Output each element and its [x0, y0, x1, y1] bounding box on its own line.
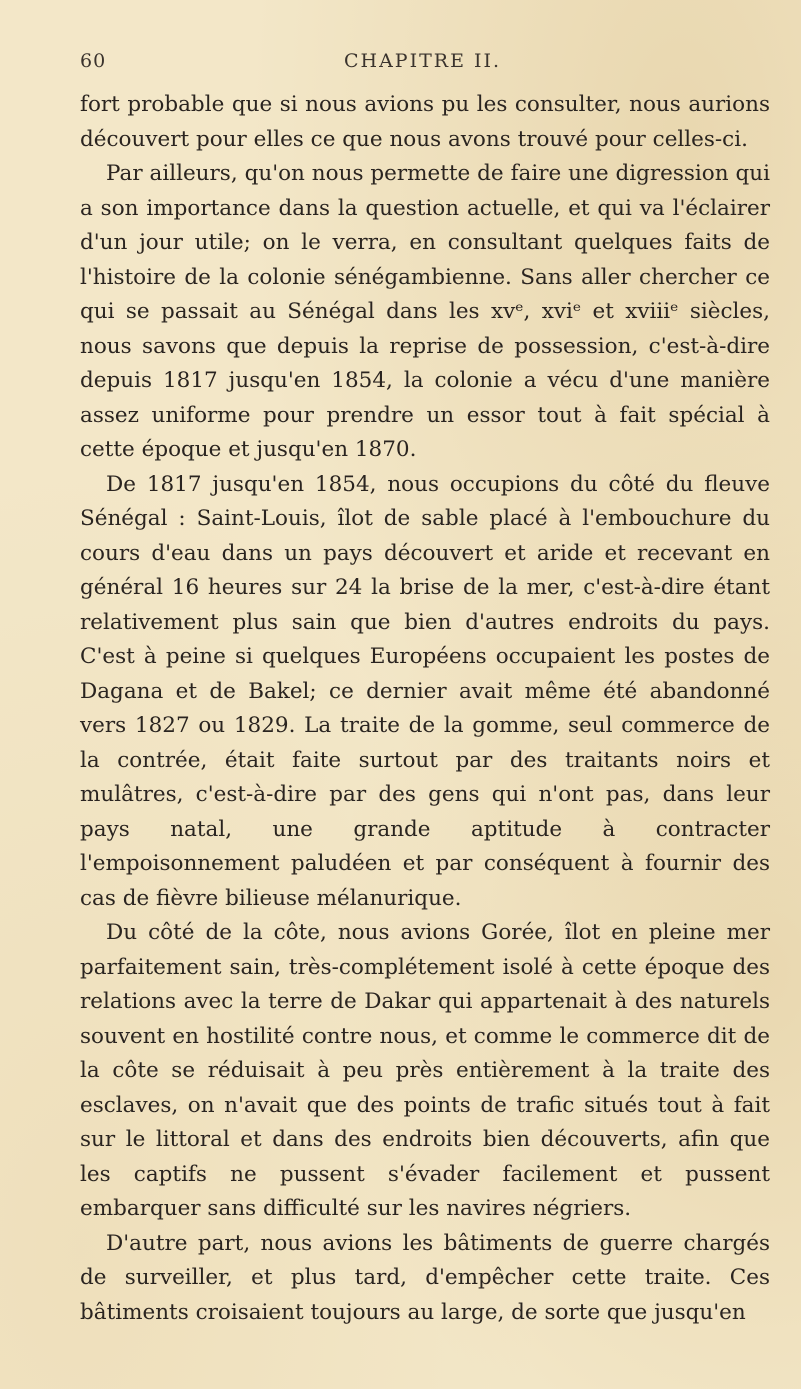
chapter-title: CHAPITRE II.: [343, 50, 502, 72]
paragraph: Du côté de la côte, nous avions Gorée, îlot en pleine mer parfaitement sain, très-complétement isolé à cette époque des relations avec la terre de Dakar qui appartenait à des naturels souvent en hostilité contre nous, et comme le commerce dit de la côte se réduisait à peu près entièrement à la traite des esclaves, on n'avait que des points de trafic situés tout à fait sur le littoral et dans des endroits bien découverts, afin que les captifs ne pussent s'évader facilement et pussent embarquer sans difficulté sur les navires négriers.: [80, 920, 770, 1221]
running-head: [80, 50, 765, 80]
page-number: 60: [80, 50, 107, 72]
paragraph: De 1817 jusqu'en 1854, nous occupions du côté du fleuve Sénégal : Saint-Louis, îlot de sable placé à l'embouchure du cours d'eau dans un pays découvert et aride et recevant en général 16 heures sur 24 la brise de la mer, c'est-à-dire étant relativement plus sain que bien d'autres endroits du pays. C'est à peine si quelques Européens occupaient les postes de Dagana et de Bakel; ce dernier avait même été abandonné vers 1827 ou 1829. La traite de la gomme, seul commerce de la contrée, était faite surtout par des traitants noirs et mulâtres, c'est-à-dire par des gens qui n'ont pas, dans leur pays natal, une grande aptitude à contracter l'empoisonnement paludéen et par conséquent à fournir des cas de fièvre bilieuse mélanurique.: [80, 471, 770, 911]
paragraph: fort probable que si nous avions pu les consulter, nous aurions découvert pour elles ce que nous avons trouvé pour celles-ci.: [80, 92, 770, 152]
paragraph: Par ailleurs, qu'on nous permette de faire une digression qui a son importance dans la question actuelle, et qui va l'éclairer d'un jour utile; on le verra, en consultant quelques faits de l'histoire de la colonie sénégambienne. Sans aller chercher ce qui se passait au Sénégal dans les xvᵉ, xviᵉ et xviiiᵉ siècles, nous savons que depuis la reprise de possession, c'est-à-dire depuis 1817 jusqu'en 1854, la colonie a vécu d'une manière assez uniforme pour prendre un essor tout à fait spécial à cette époque et jusqu'en 1870.: [80, 161, 770, 462]
paragraph: D'autre part, nous avions les bâtiments de guerre chargés de surveiller, et plus tard, d'empêcher cette traite. Ces bâtiments croisaient toujours au large, de sorte que jusqu'en: [80, 1230, 770, 1325]
body-text: [80, 88, 770, 1330]
